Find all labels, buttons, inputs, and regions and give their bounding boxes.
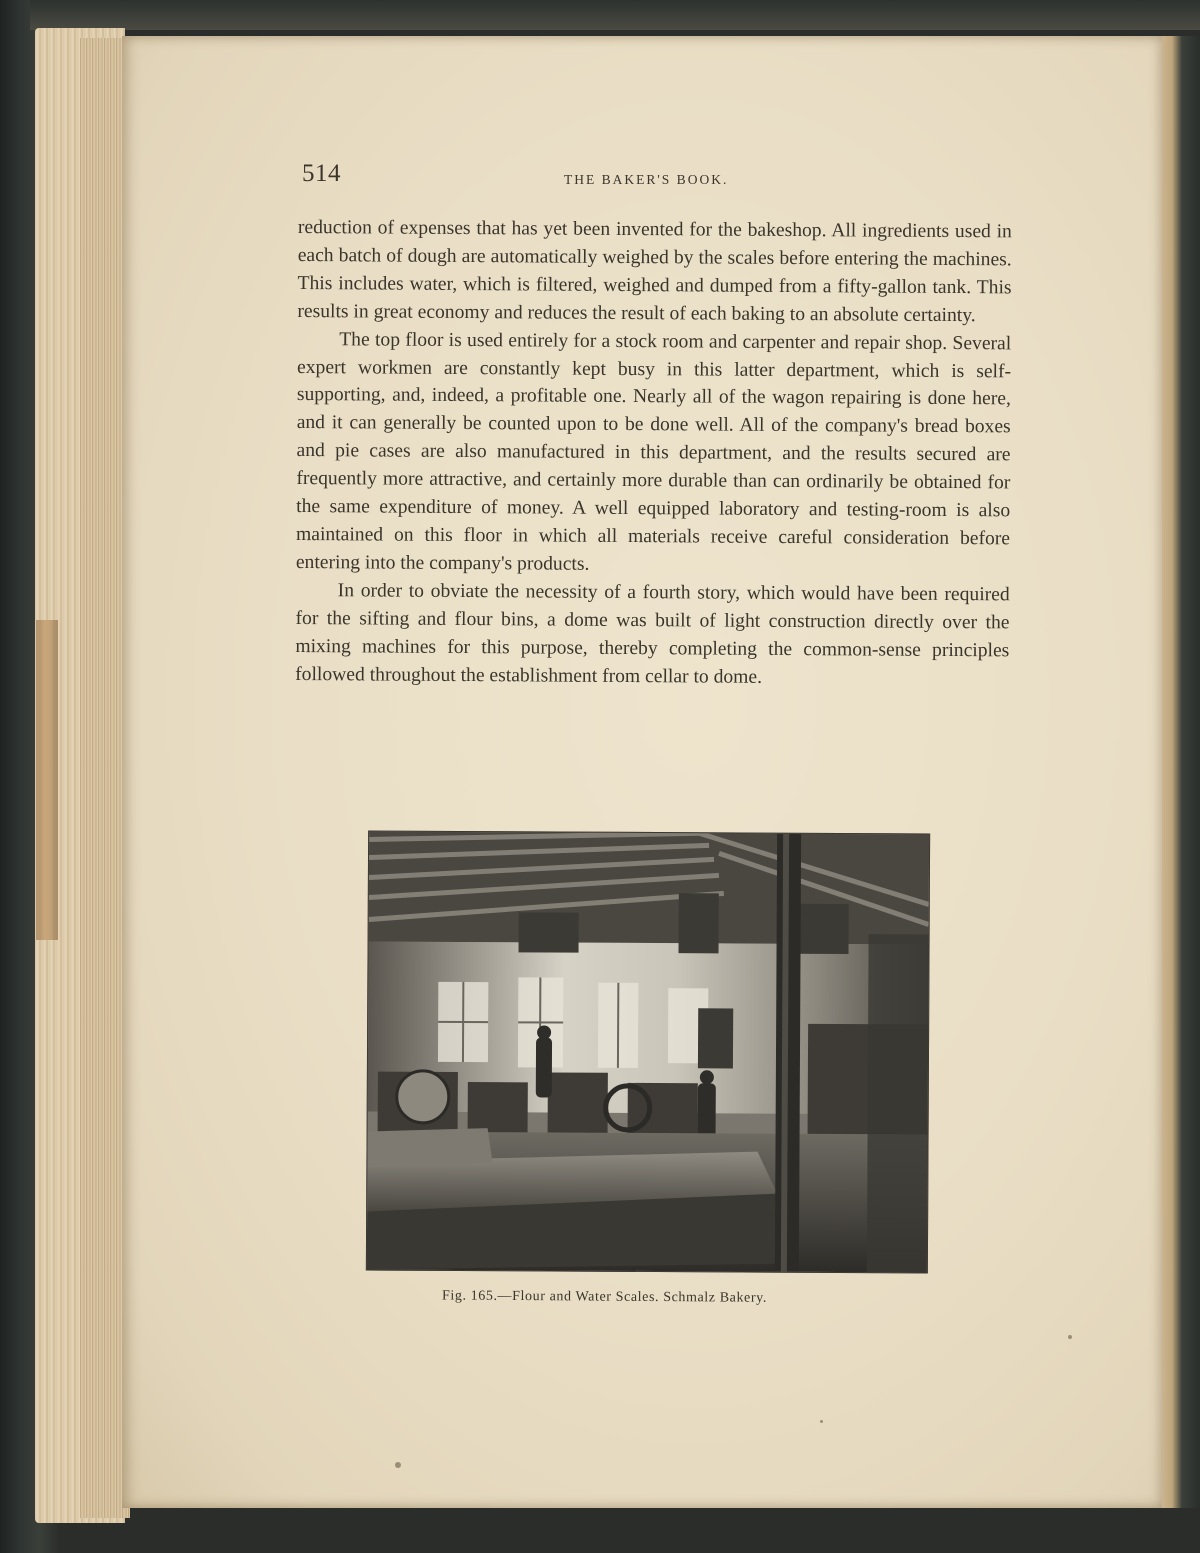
page-header [302,160,1014,196]
paper-speck [820,1420,823,1423]
book-cover-edge [30,0,1200,30]
bakery-interior-photo [367,832,929,1273]
running-head: THE BAKER'S BOOK. [564,172,729,187]
paragraph: The top floor is used entirely for a stock room and carpenter and repair shop. Several expert workmen are constantly kept busy in this latter department, which is self-supporting, and, indeed, a profitable one. Nearly all of the wagon repairing is done here, and it can generally be counted upon to be done well. All of the company's bread boxes and pie cases are also manufactured in this department, and the results secured are frequently more attractive, and certainly more durable than can ordinarily be obtained for the same expenditure of money. A well equipped laboratory and testing-room is also maintained on this floor in which all materials receive careful consideration before entering into the company's products. [295,328,1012,575]
paper-speck [395,1462,401,1468]
figure-photograph [366,831,930,1274]
book-gutter-right [1160,36,1200,1508]
paragraph: reduction of expenses that has yet been invented for the bakeshop. All ingredients used in each batch of dough are automatically weighed by the scales before entering the machines. This includes water, which is filtered, weighed and dumped from a fifty-gallon tank. This results in great economy and reduces the result of each baking to an absolute certainty. [297,216,1012,326]
page-wear-mark [36,620,58,940]
page-number: 514 [302,160,341,187]
body-text [295,214,1012,693]
paper-speck [1068,1335,1072,1339]
figure-caption: Fig. 165.—Flour and Water Scales. Schmalz Bakery. [441,1288,768,1306]
paragraph: In order to obviate the necessity of a fourth story, which would have been required for the sifting and flour bins, a dome was built of light construction directly over the mixing machines for this purpose, thereby completing the common-sense principles followed throughout the establishment from cellar to dome. [295,580,1010,688]
